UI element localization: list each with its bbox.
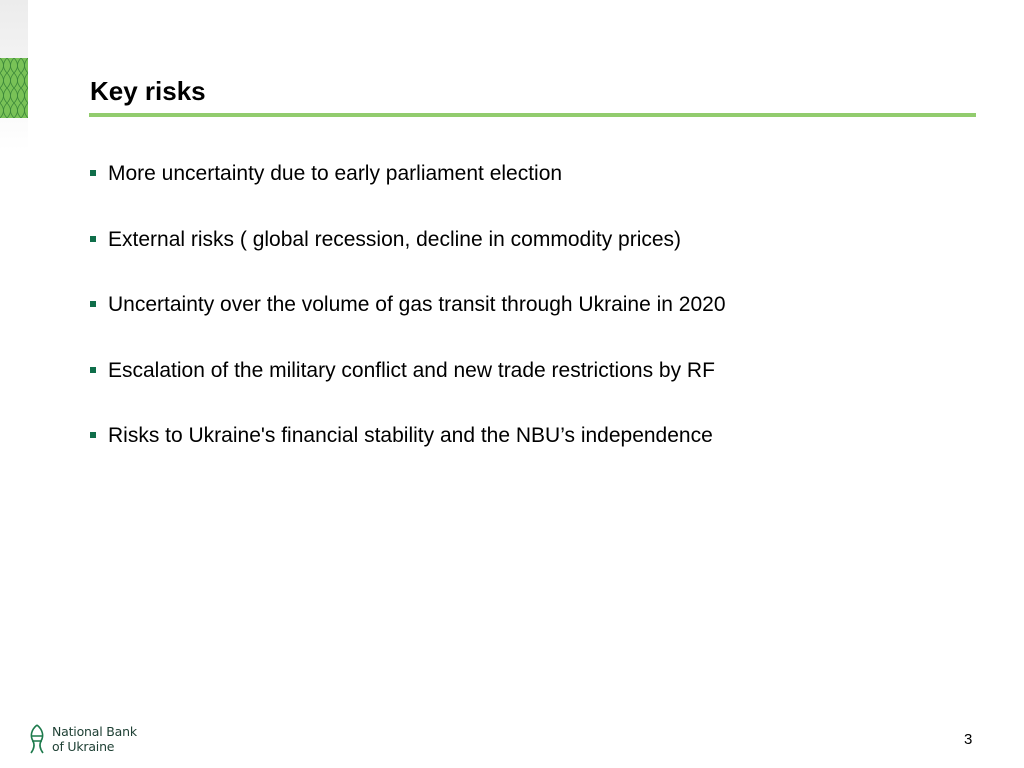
title-underline — [89, 113, 976, 117]
square-bullet-icon — [90, 236, 96, 242]
list-item — [90, 162, 726, 228]
list-item — [90, 424, 726, 490]
list-item — [90, 293, 726, 359]
square-bullet-icon — [90, 367, 96, 373]
square-bullet-icon — [90, 170, 96, 176]
risk-list — [90, 162, 726, 490]
bullet-text: Escalation of the military conflict and new trade restrictions by RF — [108, 358, 715, 382]
hryvnia-leaf-icon — [28, 724, 46, 754]
bullet-text: Risks to Ukraine's financial stability and the NBU’s independence — [108, 424, 713, 447]
logo-text — [52, 724, 137, 754]
bullet-text: Uncertainty over the volume of gas transit through Ukraine in 2020 — [108, 293, 726, 316]
list-item — [90, 359, 726, 425]
page-number: 3 — [964, 731, 973, 748]
bullet-text: More uncertainty due to early parliament election — [108, 162, 563, 185]
list-item — [90, 228, 726, 294]
decorative-leaf-pattern — [0, 58, 28, 118]
logo-line-1: National Bank — [52, 724, 137, 739]
slide-title: Key risks — [90, 76, 206, 106]
square-bullet-icon — [90, 301, 96, 307]
nbu-logo — [28, 723, 137, 755]
logo-line-2: of Ukraine — [52, 739, 115, 754]
bullet-text: External risks ( global recession, decline in commodity prices) — [108, 227, 682, 251]
square-bullet-icon — [90, 432, 96, 438]
